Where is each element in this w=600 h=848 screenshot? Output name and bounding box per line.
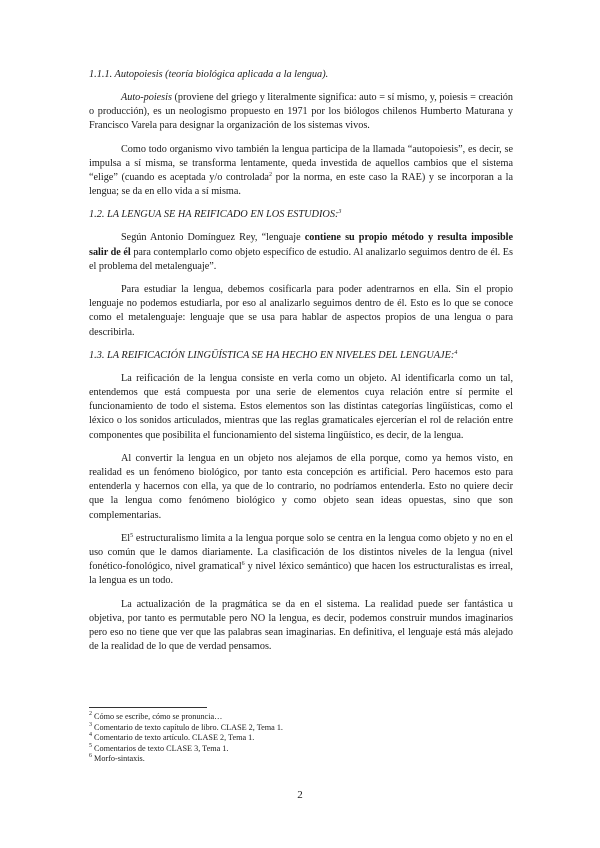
footnote: $^6$ Morfo-sintaxis. bbox=[89, 753, 145, 764]
paragraph: Auto-poiesis (proviene del griego y literalmente significa: auto = sí mismo, y, poiesis = creación o producción), es un neologismo propuesto en 1971 por los biólogos chilenos Humberto Maturana y Francisco Varela para designar la organización de los sistemas vivos. bbox=[89, 92, 513, 132]
footnote: $^3$ Comentario de texto capítulo de libro. CLASE 2, Tema 1. bbox=[89, 721, 283, 732]
footnote-separator bbox=[89, 707, 207, 708]
bold-quote: contiene su propio método y resulta imposible salir de él bbox=[89, 232, 513, 258]
footnote-ref[interactable]: 6 bbox=[241, 561, 245, 568]
footnote: $^2$ Cómo se escribe, cómo se pronuncia… bbox=[89, 711, 223, 721]
footnotes bbox=[89, 712, 513, 765]
paragraph: El$^5$ estructuralismo limita a la lengua porque solo se centra en la lengua como objeto y no en el uso común que le damos diariamente. La clasificación de los distintos niveles de la lengua (nivel fonético-fonológico, nivel gramatical$^6$ y nivel léxico semántico) que hacen los estructuralistas es irreal, la lengua es un todo. bbox=[89, 532, 513, 587]
footnote-ref[interactable]: 2 bbox=[268, 172, 272, 179]
footnote-ref[interactable]: 5 bbox=[130, 532, 134, 539]
paragraph: Como todo organismo vivo también la lengua participa de la llamada “autopoiesis”, es decir, se impulsa a sí misma, se transforma lentamente, queda investida de aquellos cambios que el sistema “elige” (cuando es aceptada y/o controlada$^2$ por la norma, en este caso la RAE) y se incorporan a la lengua; se da en ello vida a sí misma. bbox=[89, 143, 514, 198]
section-heading-niveles: 1.3. LA REIFICACIÓN LINGÜÍSTICA SE HA HECHO EN NIVELES DEL LENGUAJE:$^4$ bbox=[89, 349, 458, 361]
footnote-ref[interactable]: 3 bbox=[338, 209, 342, 216]
italic-term: Auto-poiesis bbox=[121, 92, 172, 103]
paragraph: Para estudiar la lengua, debemos cosificarla para poder adentrarnos en ella. Sin el propio lenguaje no podemos estudiarla, por eso al analizarlo seguimos dentro de él. Esto es lo que se conoce como el metalenguaje: lenguaje que se usa para hablar de aspectos propios de una lengua o para describirla. bbox=[89, 284, 513, 338]
paragraph: Al convertir la lengua en un objeto nos alejamos de ella porque, como ya hemos visto, en realidad es un fenómeno biológico, por tanto esta concepción es artificial. Pero hacemos esto para entenderla y hacernos con ella, ya que de lo contrario, no podríamos entenderla. Esto no quiere decir que la lengua como fenómeno biológico y como objeto sean ideas opuestas, sino que son complementarias. bbox=[89, 452, 513, 521]
paragraph: Según Antonio Domínguez Rey, “lenguaje contiene su propio método y resulta imposible salir de él para contemplarlo como objeto específico de estudio. Al analizarlo seguimos dentro de él. Es el problema del metalenguaje”. bbox=[89, 232, 513, 272]
section-heading-reificado: 1.2. LA LENGUA SE HA REIFICADO EN LOS ESTUDIOS:$^3$ bbox=[89, 209, 342, 221]
footnote: $^4$ Comentario de texto artículo. CLASE 2, Tema 1. bbox=[89, 732, 255, 743]
page-body bbox=[89, 68, 513, 664]
footnote-ref[interactable]: 4 bbox=[454, 349, 458, 356]
paragraph: La actualización de la pragmática se da en el sistema. La realidad puede ser fantástica u objetiva, por tanto es permutable pero NO la lengua, es decir, podemos construir mundos imaginarios pero eso no tiene que ver que las palabras sean imaginarias. En definitiva, el lenguaje está más alejado de la realidad de lo que de verdad pensamos. bbox=[89, 598, 513, 653]
section-heading-autopoiesis: 1.1.1. Autopoiesis (teoría biológica aplicada a la lengua). bbox=[89, 69, 329, 80]
page-number: 2 bbox=[297, 789, 303, 801]
footnote: $^5$ Comentarios de texto CLASE 3, Tema 1. bbox=[89, 742, 229, 753]
paragraph: La reificación de la lengua consiste en verla como un objeto. Al identificarla como un tal, entendemos que está compuesta por una serie de elementos cuya relación entre sí permite el funcionamiento de todo el sistema. Estos elementos son las distintas categorías lingüísticas, como el léxico o los sonidos articulados, mientras que las reglas gramaticales ejercerían el rol de relación entre componentes que posibilita el funcionamiento del sistema lingüístico, es decir, de la lengua. bbox=[89, 372, 513, 441]
